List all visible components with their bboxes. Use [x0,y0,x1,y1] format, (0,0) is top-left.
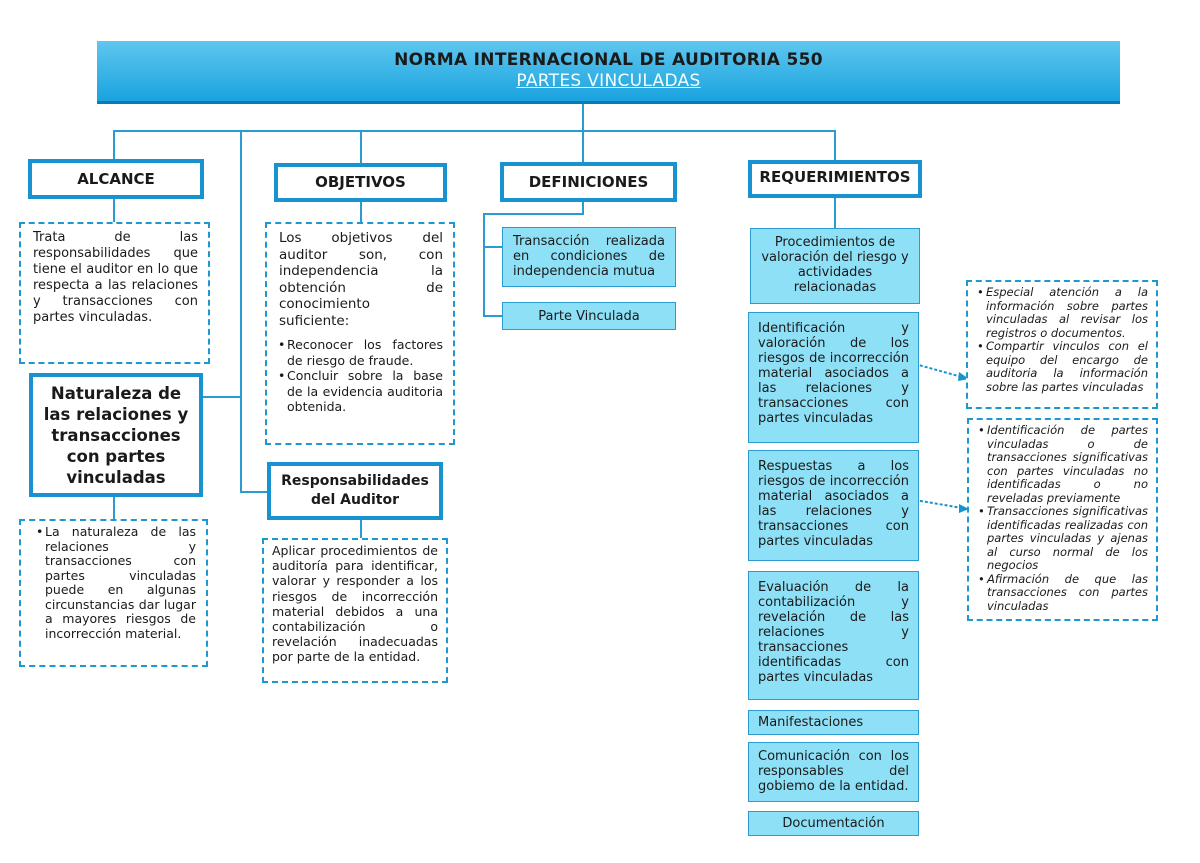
arrow-icon [915,360,970,382]
notes-box-2 [967,418,1158,621]
alcance-header [28,159,204,199]
definiciones-header [500,162,677,202]
objetivos-label: OBJETIVOS [315,173,406,191]
requerimiento-item: Identificación y valoración de los riesgos de incorrección material asociados a las relaciones y transacciones con partes vinculadas [748,312,919,443]
note-bullet: • Compartir vinculos con el equipo del encargo de auditoria la información sobre las partes vinculadas [986,340,1148,394]
objetivos-bullet: • Reconocer los factores de riesgo de fraude. [287,337,443,368]
requerimiento-item: Documentación [748,811,919,836]
objetivos-bullet: • Concluir sobre la base de la evidencia auditoria obtenida. [287,368,443,415]
requerimiento-item: Respuestas a los riesgos de incorrección material asociados a las relaciones y transacciones con partes vinculadas [748,450,919,561]
title-banner [97,41,1120,104]
alcance-box [19,222,210,364]
naturaleza-label: Naturaleza de las relaciones y transacciones con partes vinculadas [43,383,189,487]
responsabilidades-label: Responsabilidades del Auditor [281,473,429,508]
requerimiento-item: Comunicación con los responsables del gobiemo de la entidad. [748,742,919,802]
requerimientos-label: REQUERIMIENTOS [759,168,911,186]
objetivos-intro: Los objetivos del auditor son, con independencia la obtención de conocimiento suficiente: [279,230,443,329]
responsabilidades-box [262,538,448,683]
requerimiento-item: Manifestaciones [748,710,919,735]
requerimiento-item: Evaluación de la contabilización y revelación de las relaciones y transacciones identificadas con partes vinculadas [748,571,919,700]
arrow-icon [915,498,970,514]
notes-box-1 [966,280,1158,409]
definiciones-label: DEFINICIONES [528,172,649,191]
naturaleza-bullet: • La naturaleza de las relaciones y transacciones con partes vinculadas puede en algunas circunstancias dar lugar a mayores riesgos de incorrección material. [45,525,196,641]
responsabilidades-text: Aplicar procedimientos de auditoría para identificar, valorar y responder a los riesgos de incorrección material debidos a una contabilización o revelación inadecuadas por parte de la entidad. [272,543,438,665]
objetivos-box [265,222,455,445]
page-subtitle: PARTES VINCULADAS [516,71,701,91]
responsabilidades-header [267,462,443,520]
naturaleza-header [29,373,203,497]
note-bullet: • Identificación de partes vinculadas o de transacciones significativas con partes vinculadas no identificadas o no reveladas previamente [987,424,1148,505]
definicion-item: Transacción realizada en condiciones de independencia mutua [502,227,676,287]
note-bullet: • Afirmación de que las transacciones con partes vinculadas [987,573,1148,614]
objetivos-header [274,163,447,202]
requerimiento-item: Procedimientos de valoración del riesgo y actividades relacionadas [750,228,920,304]
alcance-label: ALCANCE [77,169,155,188]
note-bullet: • Transacciones significativas identificadas realizadas con partes vinculadas y ajenas al curso normal de los negocios [987,505,1148,573]
alcance-text: Trata de las responsabilidades que tiene el auditor en lo que respecta a las relaciones y transacciones con partes vinculadas. [33,230,198,325]
definicion-item: Parte Vinculada [502,302,676,330]
page-title: NORMA INTERNACIONAL DE AUDITORIA 550 [394,50,823,70]
requerimientos-header [748,160,922,198]
naturaleza-box [19,519,208,667]
note-bullet: • Especial atención a la información sobre partes vinculadas al revisar los registros o documentos. [986,286,1148,340]
